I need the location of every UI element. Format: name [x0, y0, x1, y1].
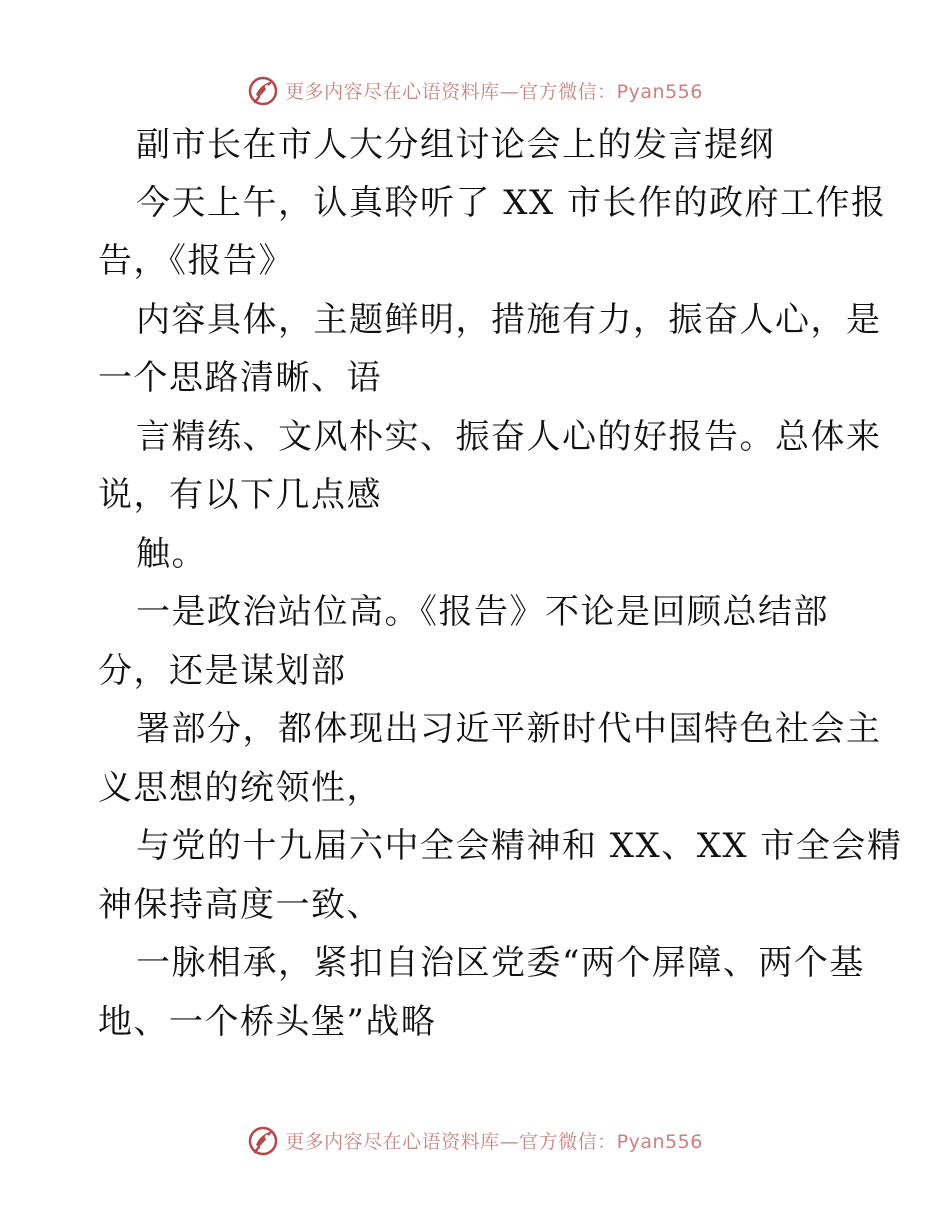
- paragraph-line: 说，有以下几点感: [98, 475, 382, 515]
- paragraph-line: 内容具体，主题鲜明，措施有力，振奋人心，是: [136, 300, 882, 340]
- header-watermark: [0, 70, 950, 110]
- paragraph-line: 署部分，都体现出习近平新时代中国特色社会主: [136, 709, 882, 749]
- paragraph-line: 分，还是谋划部: [98, 651, 347, 691]
- paragraph-line: 与党的十九届六中全会精神和 XX、XX 市全会精: [136, 826, 903, 866]
- paragraph-line: 一个思路清晰、语: [98, 358, 382, 398]
- watermark-text: 更多内容尽在心语资料库—官方微信：Pyan556: [285, 1130, 703, 1153]
- paragraph-line: 一脉相承，紧扣自治区党委“两个屏障、两个基: [136, 943, 865, 983]
- watermark-text: 更多内容尽在心语资料库—官方微信：Pyan556: [285, 80, 703, 103]
- paragraph-line: 地、一个桥头堡”战略: [98, 1002, 437, 1042]
- paragraph-line: 触。: [136, 534, 207, 574]
- paragraph-line: 一是政治站位高。《报告》不论是回顾总结部: [136, 592, 829, 632]
- paragraph-line: 告，《报告》: [98, 241, 294, 281]
- document-title: 副市长在市人大分组讨论会上的发言提纲: [136, 125, 775, 165]
- rose-pen-logo-icon: [247, 73, 281, 107]
- footer-watermark: [0, 1120, 950, 1160]
- paragraph-line: 今天上午，认真聆听了 XX 市长作的政府工作报: [136, 183, 887, 223]
- paragraph-line: 神保持高度一致、: [98, 885, 382, 925]
- paragraph-line: 义思想的统领性，: [98, 768, 382, 808]
- rose-pen-logo-icon: [247, 1123, 281, 1157]
- paragraph-line: 言精练、文风朴实、振奋人心的好报告。总体来: [136, 417, 882, 457]
